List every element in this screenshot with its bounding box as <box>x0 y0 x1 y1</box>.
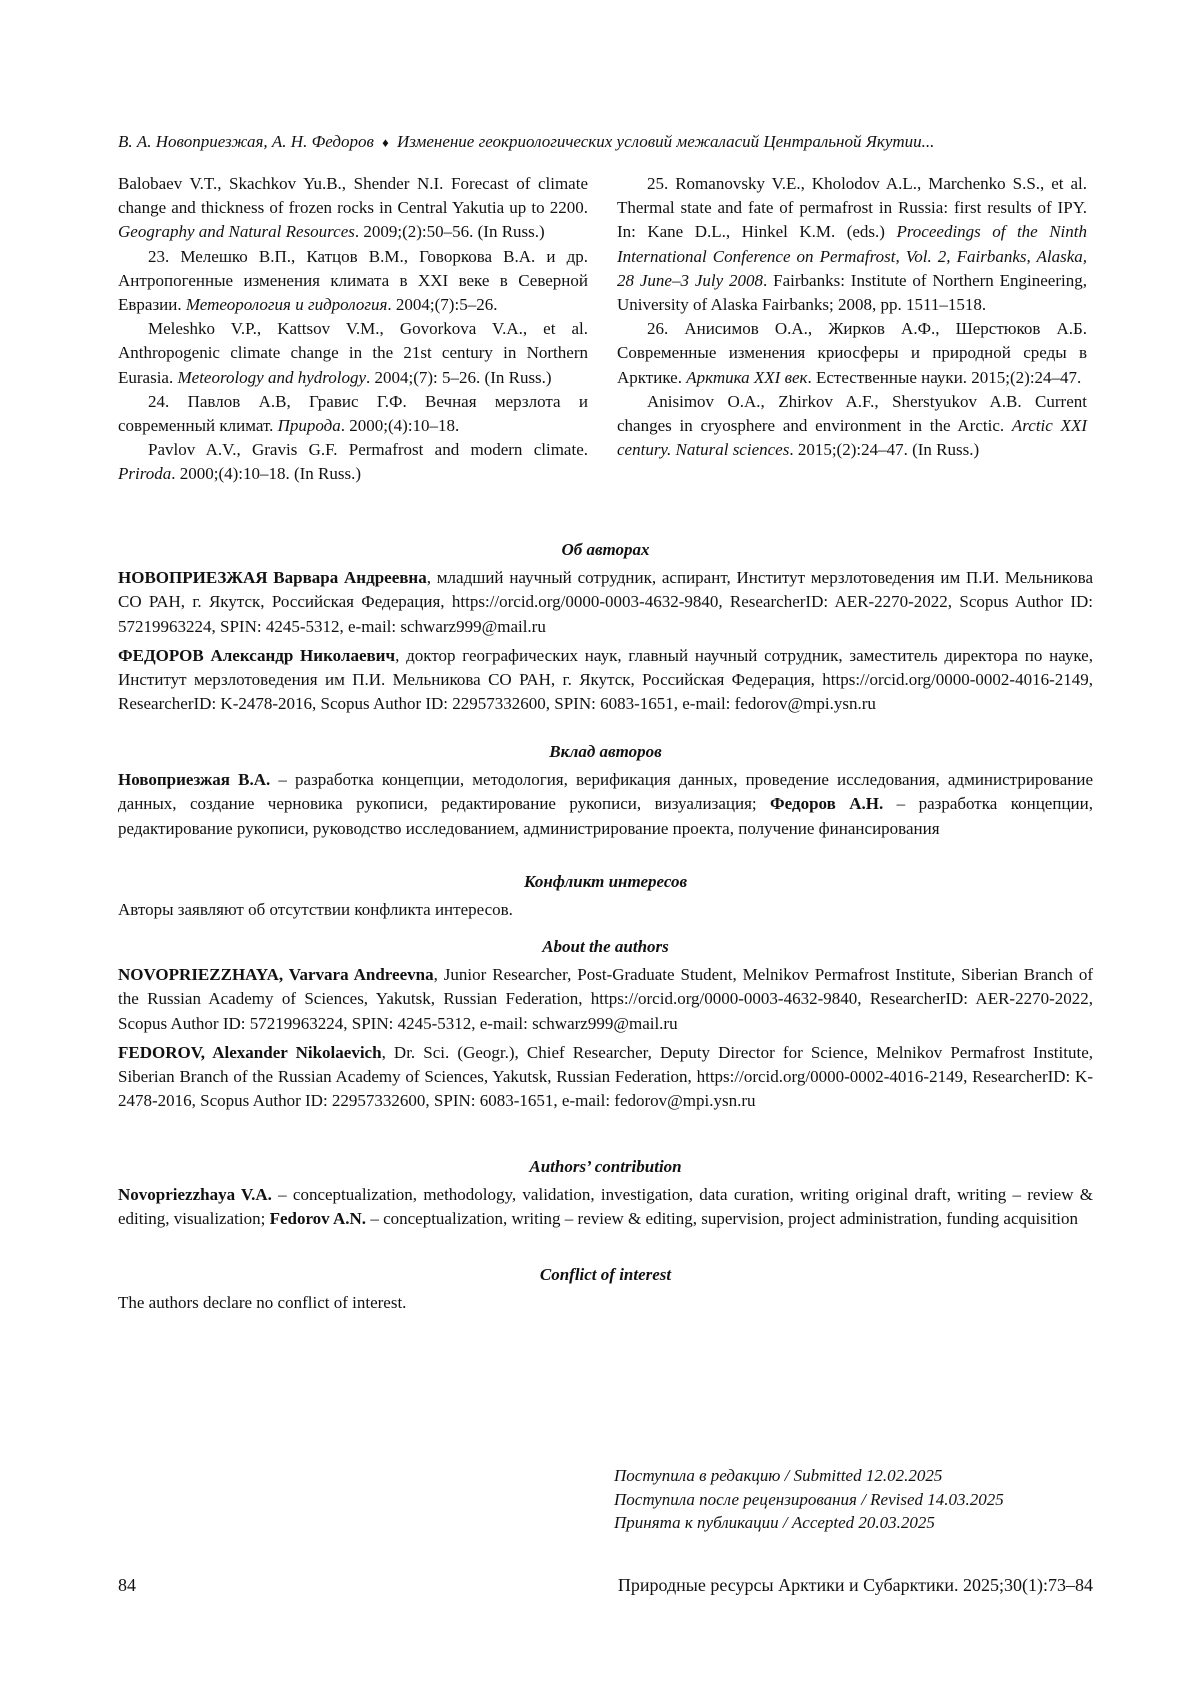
section-heading: About the authors <box>542 937 669 956</box>
reference-entry: Balobaev V.T., Skachkov Yu.B., Shender N.I. Forecast of climate change and thickness of frozen rocks in Central Yakutia up to 2200. Geography and Natural Resources. 2009;(2):50–56. (In Russ.) <box>118 174 588 242</box>
contribution-text: Новоприезжая В.А. – разработка концепции, методология, верификация данных, проведение исследования, администрирование данных, создание черновика рукописи, редактирование рукописи, визуализация; Федоров А.Н. – разработка концепции, редактирование рукописи, руководство исследованием, администрирование проекта, получение финансирования <box>118 770 1093 838</box>
section-heading: Вклад авторов <box>549 742 662 761</box>
running-head-authors: В. А. Новоприезжая, А. Н. Федоров <box>118 132 374 151</box>
journal-citation: Природные ресурсы Арктики и Субарктики. 2025;30(1):73–84 <box>617 1575 1093 1595</box>
page-number: 84 <box>118 1575 136 1595</box>
reference-entry: Pavlov A.V., Gravis G.F. Permafrost and modern climate. Priroda. 2000;(4):10–18. (In Russ.) <box>118 440 588 484</box>
running-head-title: Изменение геокриологических условий межаласий Центральной Якутии... <box>397 132 935 151</box>
author-entry: НОВОПРИЕЗЖАЯ Варвара Андреевна, младший научный сотрудник, аспирант, Институт мерзлотоведения им П.И. Мельникова СО РАН, г. Якутск, Российская Федерация, https://orcid.org/0000-0003-4632-9840, ResearcherID: AER-2270-2022, Scopus Author ID: 57219963224, SPIN: 4245-5312, e-mail: schwarz999@mail.ru <box>118 568 1093 636</box>
author-entry: NOVOPRIEZZHAYA, Varvara Andreevna, Junior Researcher, Post-Graduate Student, Melnikov Permafrost Institute, Siberian Branch of the Russian Academy of Sciences, Yakutsk, Russian Federation, https://orcid.org/0000-0003-4632-9840, ResearcherID: AER-2270-2022, Scopus Author ID: 57219963224, SPIN: 4245-5312, e-mail: schwarz999@mail.ru <box>118 965 1094 1033</box>
section-heading: Conflict of interest <box>539 1265 672 1284</box>
separator-glyph: ♦ <box>382 135 389 150</box>
contribution-text: Novopriezzhaya V.A. – conceptualization, methodology, validation, investigation, data curation, writing original draft, writing – review & editing, visualization; Fedorov A.N. – conceptualization, writing – review & editing, supervision, project administration, funding acquisition <box>118 1185 1093 1229</box>
submission-dates <box>614 1464 1094 1535</box>
author-entry: FEDOROV, Alexander Nikolaevich, Dr. Sci. (Geogr.), Chief Researcher, Deputy Director for Science, Melnikov Permafrost Institute, Siberian Branch of the Russian Academy of Sciences, Yakutsk, Russian Federation, https://orcid.org/0000-0002-4016-2149, ResearcherID: K-2478-2016, Scopus Author ID: 22957332600, SPIN: 6083-1651, e-mail: fedorov@mpi.ysn.ru <box>118 1042 1093 1111</box>
running-head <box>118 132 1093 152</box>
reference-entry: 26. Анисимов О.А., Жирков А.Ф., Шерстюков А.Б. Современные изменения криосферы и природной среды в Арктике. Арктика XXI век. Естественные науки. 2015;(2):24–47. <box>617 319 1087 387</box>
conflict-text: Авторы заявляют об отсутствии конфликта интересов. <box>118 900 513 920</box>
contribution-ru <box>118 740 1093 846</box>
section-heading: Authors’ contribution <box>529 1157 682 1176</box>
contribution-en <box>118 1155 1093 1237</box>
reference-entry: Anisimov O.A., Zhirkov A.F., Sherstyukov A.B. Current changes in cryosphere and environment in the Arctic. Arctic XXI century. Natural sciences. 2015;(2):24–47. (In Russ.) <box>617 391 1088 460</box>
date-submitted: Поступила в редакцию / Submitted 12.02.2025 <box>614 1466 943 1485</box>
author-entry: ФЕДОРОВ Александр Николаевич, доктор географических наук, главный научный сотрудник, заместитель директора по науке, Институт мерзлотоведения им П.И. Мельникова СО РАН, г. Якутск, Российская Федерация, https://orcid.org/0000-0002-4016-2149, ResearcherID: K-2478-2016, Scopus Author ID: 22957332600, SPIN: 6083-1651, e-mail: fedorov@mpi.ysn.ru <box>118 645 1093 714</box>
reference-entry: 25. Romanovsky V.E., Kholodov A.L., Marchenko S.S., et al. Thermal state and fate of permafrost in Russia: first results of IPY. In: Kane D.L., Hinkel K.M. (eds.) Proceedings of the Ninth International Conference on Permafrost, Vol. 2, Fairbanks, Alaska, 28 June–3 July 2008. Fairbanks: Institute of Northern Engineering, University of Alaska Fairbanks; 2008, pp. 1511–1518. <box>617 174 1087 315</box>
conflict-text: The authors declare no conflict of interest. <box>118 1293 407 1313</box>
date-accepted: Принята к публикации / Accepted 20.03.2025 <box>614 1513 935 1532</box>
date-revised: Поступила после рецензирования / Revised 14.03.2025 <box>614 1489 1004 1509</box>
references-left-column <box>118 172 588 487</box>
conflict-en <box>118 1263 1093 1320</box>
reference-entry: Meleshko V.P., Kattsov V.M., Govorkova V.A., et al. Anthropogenic climate change in the 21st century in Northern Eurasia. Meteorology and hydrology. 2004;(7): 5–26. (In Russ.) <box>118 319 588 387</box>
about-authors-en <box>118 935 1093 1118</box>
about-authors-ru <box>118 538 1093 721</box>
conflict-ru <box>118 870 1093 927</box>
reference-entry: 24. Павлов А.В, Гравис Г.Ф. Вечная мерзлота и современный климат. Природа. 2000;(4):10–18. <box>118 391 588 436</box>
section-heading: Об авторах <box>561 540 650 559</box>
reference-entry: 23. Мелешко В.П., Катцов В.М., Говоркова В.А. и др. Антропогенные изменения климата в XXI веке в Северной Евразии. Метеорология и гидрология. 2004;(7):5–26. <box>118 246 588 315</box>
section-heading: Конфликт интересов <box>523 872 688 891</box>
references-right-column <box>617 172 1087 462</box>
